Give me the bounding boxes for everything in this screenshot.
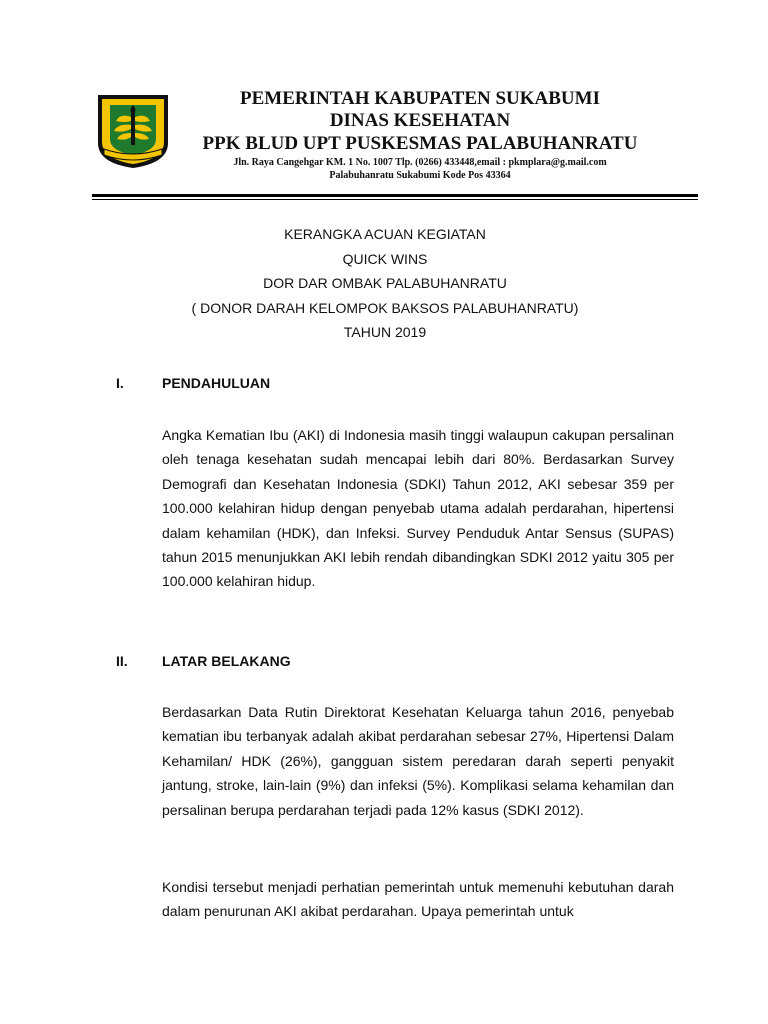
letterhead-divider-thin [92,199,698,200]
section-title: LATAR BELAKANG [162,653,291,669]
title-line-4: ( DONOR DARAH KELOMPOK BAKSOS PALABUHANRATU) [191,299,579,316]
address-line-2: Palabuhanratu Sukabumi Kode Pos 43364 [329,170,511,181]
regency-crest-icon [96,93,170,169]
section-number: II. [116,653,128,669]
paragraph-pendahuluan: Angka Kematian Ibu (AKI) di Indonesia masih tinggi walaupun cakupan persalinan oleh tenaga kesehatan sudah mencapai lebih dari 80%. Berdasarkan Survey Demografi dan Kesehatan Indonesia (SDKI) Tahun 2012, AKI sebesar 359 per 100.000 kelahiran hidup dengan penyebab utama adalah perdarahan, hipertensi dalam kehamilan (HDK), dan Infeksi. Survey Penduduk Antar Sensus (SUPAS) tahun 2015 menunjukkan AKI lebih rendah dibandingkan SDKI 2012 yaitu 305 per 100.000 kelahiran hidup. [162,427,674,590]
government-name: PEMERINTAH KABUPATEN SUKABUMI [240,88,600,109]
institution-name: PPK BLUD UPT PUSKESMAS PALABUHANRATU [202,133,638,154]
title-line-1: KERANGKA ACUAN KEGIATAN [284,226,486,242]
department-name: DINAS KESEHATAN [329,110,511,131]
title-line-2: QUICK WINS [342,250,428,267]
letterhead-divider-thick [92,194,698,197]
paragraph-latar-belakang-1: Berdasarkan Data Rutin Direktorat Kesehatan Keluarga tahun 2016, penyebab kematian ibu terbanyak adalah akibat perdarahan sebesar 27%, Hipertensi Dalam Kehamilan/ HDK (26%), gangguan sistem peredaran darah seperti penyakit jantung, stroke, lain-lain (9%) dan infeksi (5%). Komplikasi selama kehamilan dan persalinan berupa perdarahan terjadi pada 12% kasus (SDKI 2012). [162,704,674,818]
section-heading-latar-belakang [116,653,291,669]
section-title: PENDAHULUAN [162,375,271,391]
paragraph-latar-belakang-2: Kondisi tersebut menjadi perhatian pemerintah untuk memenuhi kebutuhan darah dalam penurunan AKI akibat perdarahan. Upaya pemerintah untuk [162,879,674,920]
title-line-5: TAHUN 2019 [343,324,427,340]
section-heading-pendahuluan [116,375,270,391]
letterhead-text [170,88,670,182]
document-title [92,222,678,345]
section-number: I. [116,375,124,391]
title-line-3: DOR DAR OMBAK PALABUHANRATU [263,275,507,291]
letterhead [0,0,768,200]
address-line-1: Jln. Raya Cangehgar KM. 1 No. 1007 Tlp. (0266) 433448,email : pkmplara@g.mail.com [233,157,607,168]
